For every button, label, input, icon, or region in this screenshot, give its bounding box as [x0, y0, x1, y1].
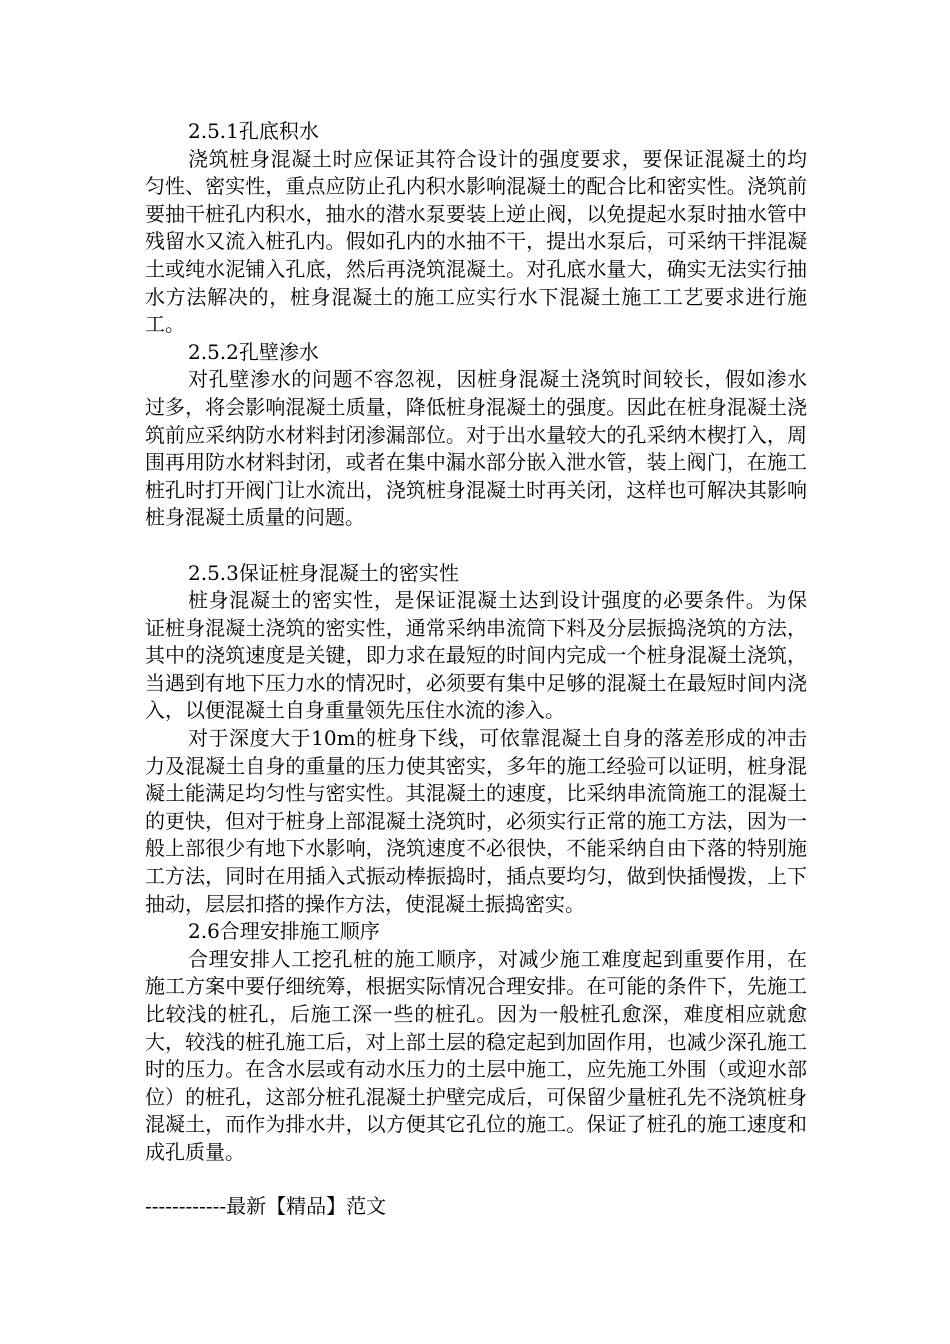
body-paragraph: 对孔壁渗水的问题不容忽视，因桩身混凝土浇筑时间较长，假如渗水过多，将会影响混凝土质量，降低桩身混凝土的强度。因此在桩身混凝土浇筑前应采纳防水材料封闭渗漏部位。对于出水量较大的孔采纳木楔打入，周围再用防水材料封闭，或者在集中漏水部分嵌入泄水管，装上阀门，在施工桩孔时打开阀门让水流出，浇筑桩身混凝土时再关闭，这样也可解决其影响桩身混凝土质量的问题。: [145, 367, 807, 530]
footer-text: ------------最新【精品】范文: [145, 1194, 387, 1218]
blank-line: [145, 532, 807, 560]
body-paragraph: 合理安排人工挖孔桩的施工顺序，对减少施工难度起到重要作用，在施工方案中要仔细统筹，根据实际情况合理安排。在可能的条件下，先施工比较浅的桩孔，后施工深一些的桩孔。因为一般桩孔愈深，难度相应就愈大，较浅的桩孔施工后，对上部土层的稳定起到加固作用，也减少深孔施工时的压力。在含水层或有动水压力的土层中施工，应先施工外围（或迎水部位）的桩孔，这部分桩孔混凝土护壁完成后，可保留少量桩孔先不浇筑桩身混凝土，而作为排水井，以方便其它孔位的施工。保证了桩孔的施工速度和成孔质量。: [145, 946, 807, 1164]
section-heading: 2.5.3保证桩身混凝土的密实性: [188, 560, 459, 585]
body-paragraph: 桩身混凝土的密实性，是保证混凝土达到设计强度的必要条件。为保证桩身混凝土浇筑的密实性，通常采纳串流筒下料及分层振捣浇筑的方法，其中的浇筑速度是关键，即力求在最短的时间内完成一个桩身混凝土浇筑，当遇到有地下压力水的情况时，必须要有集中足够的混凝土在最短时间内浇入，以便混凝土自身重量领先压住水流的渗入。: [145, 588, 807, 723]
section-heading: 2.5.1孔底积水: [188, 119, 319, 143]
section-heading: 2.6合理安排施工顺序: [188, 919, 380, 944]
document-body: [145, 118, 807, 1167]
body-paragraph: 对于深度大于10m的桩身下线，可依靠混凝土自身的落差形成的冲击力及混凝土自身的重量的压力使其密实，多年的施工经验可以证明，桩身混凝土能满足均匀性与密实性。其混凝土的速度，比采纳串流筒施工的混凝土的更快，但对于桩身上部混凝土浇筑时，必须实行正常的施工方法，因为一般上部很少有地下水影响，浇筑速度不必很快，不能采纳自由下落的特别施工方法，同时在用插入式振动棒振捣时，插点要均匀，做到快插慢拨，上下抽动，层层扣搭的操作方法，使混凝土振捣密实。: [145, 726, 807, 916]
body-paragraph: 浇筑桩身混凝土时应保证其符合设计的强度要求，要保证混凝土的均匀性、密实性，重点应防止孔内积水影响混凝土的配合比和密实性。浇筑前要抽干桩孔内积水，抽水的潜水泵要装上逆止阀，以免提起水泵时抽水管中残留水又流入桩孔内。假如孔内的水抽不干，提出水泵后，可采纳干拌混凝土或纯水泥铺入孔底，然后再浇筑混凝土。对孔底水量大，确实无法实行抽水方法解决的，桩身混凝土的施工应实行水下混凝土施工工艺要求进行施工。: [145, 146, 807, 337]
section-heading: 2.5.2孔壁渗水: [188, 339, 319, 364]
